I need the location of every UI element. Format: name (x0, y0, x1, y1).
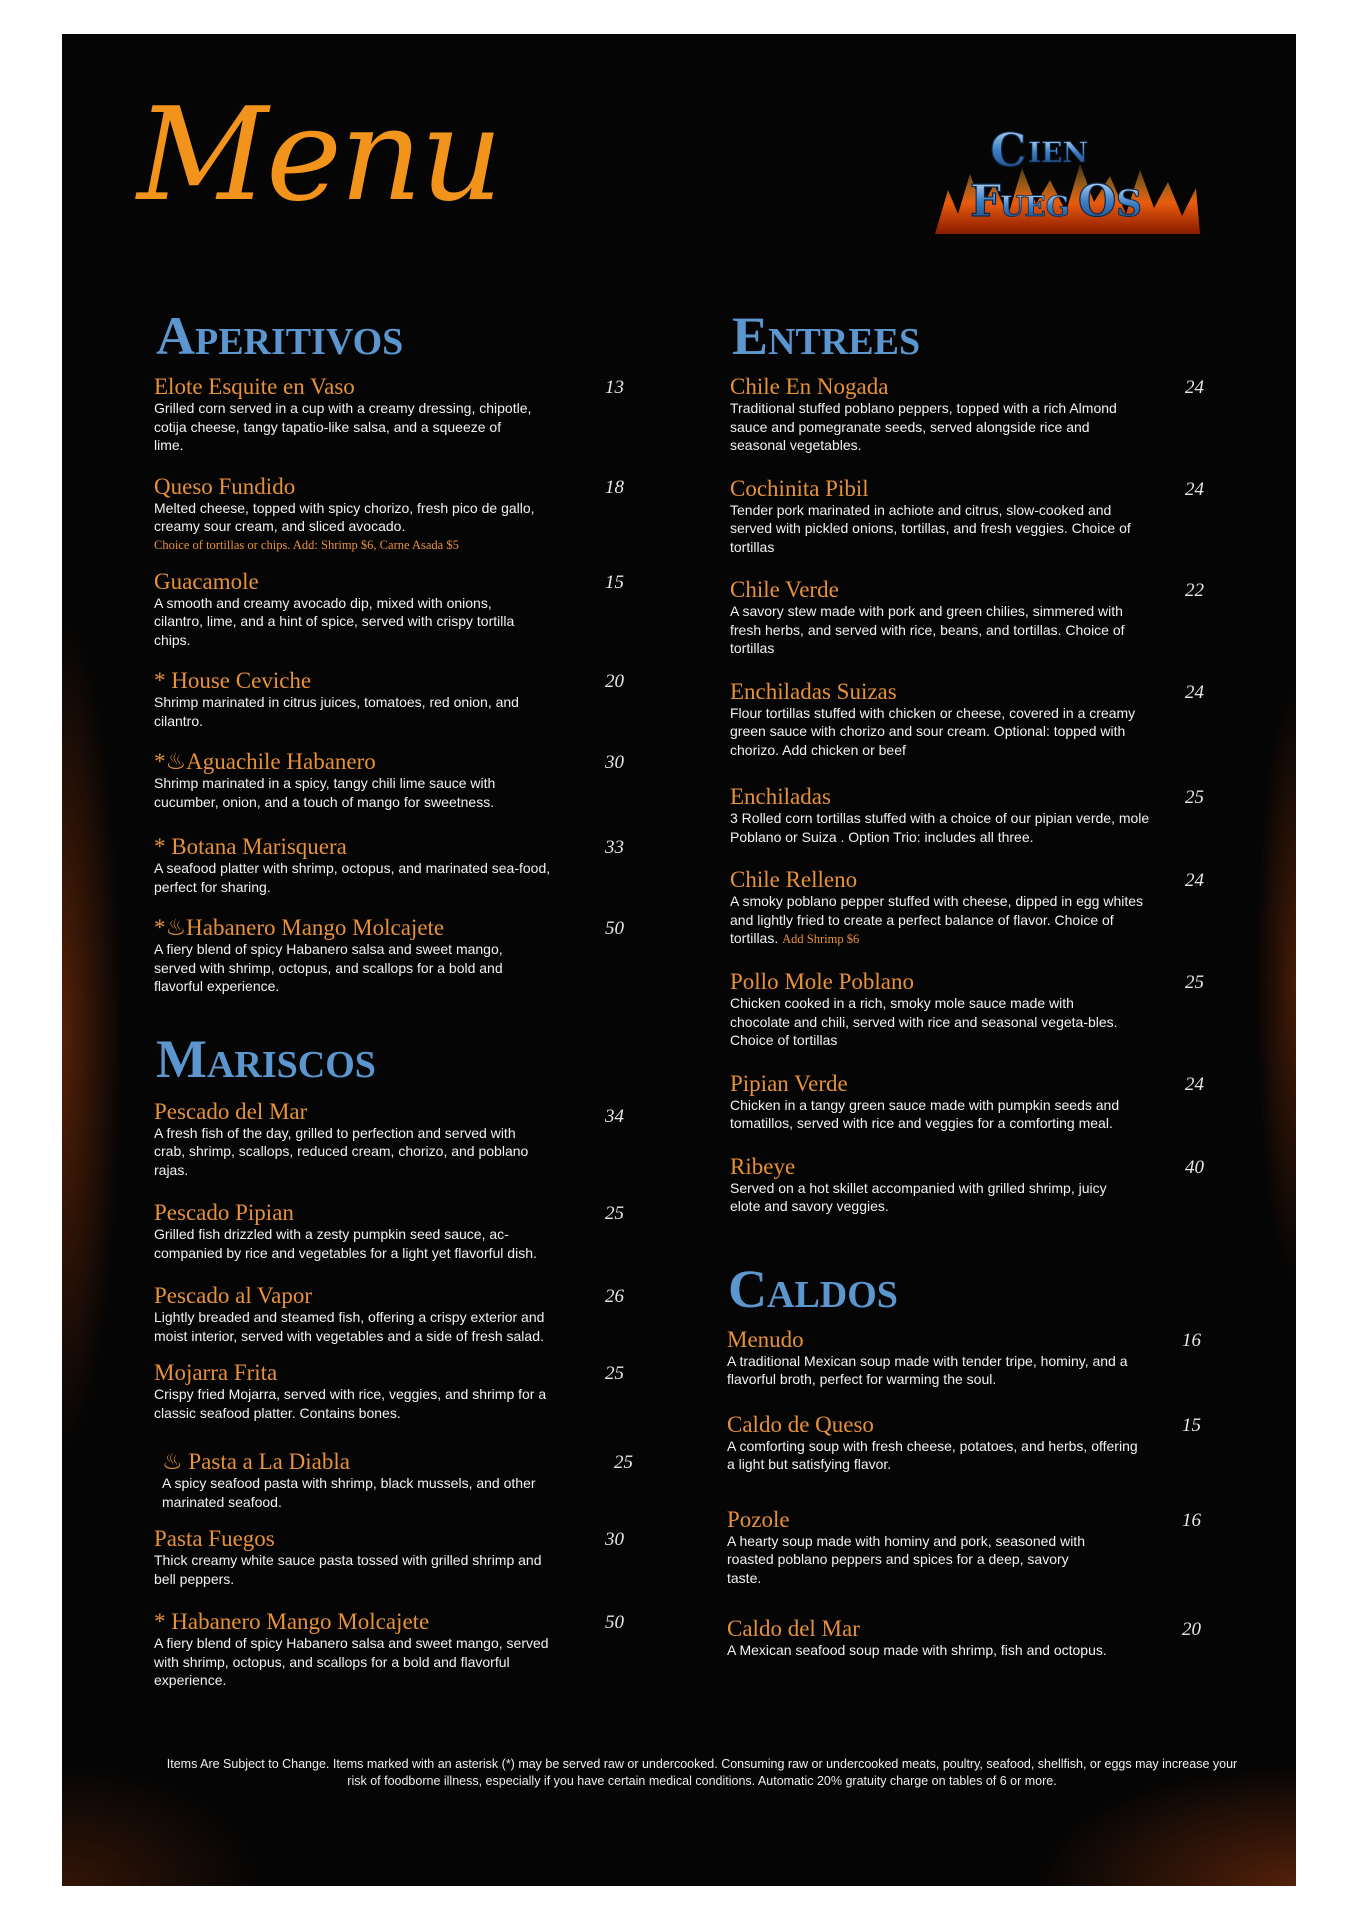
item-description: A spicy seafood pasta with shrimp, black mussels, and other marinated seafood. (162, 1475, 536, 1510)
menu-item (730, 678, 1204, 760)
item-price: 16 (1182, 1329, 1201, 1351)
item-price: 16 (1182, 1509, 1201, 1531)
item-description: 3 Rolled corn tortillas stuffed with a choice of our pipian verde, mole Poblano or Suiza . Option Trio: includes all three. (730, 810, 1150, 845)
left-column (154, 306, 634, 1690)
menu-item (154, 1361, 634, 1422)
menu-item (154, 835, 634, 896)
menu-item (730, 784, 1204, 846)
item-price: 25 (1185, 972, 1204, 993)
section-title-aperitivos: Aperitivos (156, 306, 404, 366)
item-price: 34 (605, 1105, 624, 1127)
item-name: Pipian Verde (730, 1070, 848, 1096)
item-name: Pescado Pipian (154, 1200, 294, 1225)
item-description: Served on a hot skillet accompanied with grilled shrimp, juicy elote and savory veggies. (730, 1179, 1107, 1214)
item-description: Lightly breaded and steamed fish, offering a crispy exterior and moist interior, served with vegetables and a side of fresh salad. (154, 1309, 545, 1344)
item-name: Queso Fundido (154, 473, 296, 499)
menu-item (730, 577, 1204, 658)
item-description (730, 892, 1145, 948)
item-name: Menudo (727, 1326, 804, 1352)
menu-item (730, 867, 1204, 948)
item-price: 24 (1185, 681, 1204, 703)
menu-item (154, 475, 634, 554)
item-price: 50 (605, 1612, 624, 1633)
section-title-mariscos: Mariscos (156, 1028, 376, 1089)
item-name: Chile En Nogada (730, 374, 889, 399)
item-name: Guacamole (154, 568, 259, 594)
item-description: Grilled fish drizzled with a zesty pumpkin seed sauce, ac-companied by rice and vegetables for a light yet flavorful dish. (154, 1226, 537, 1261)
item-description: Shrimp marinated in citrus juices, tomatoes, red onion, and cilantro. (154, 694, 519, 729)
section-title-caldos: Caldos (728, 1258, 898, 1319)
item-description: A smooth and creamy avocado dip, mixed with onions, cilantro, lime, and a hint of spice, served with crispy tortilla chips. (154, 594, 515, 648)
item-price: 33 (605, 837, 624, 858)
menu-item (730, 1070, 1204, 1133)
item-price: 25 (614, 1452, 633, 1473)
item-price: 40 (1185, 1156, 1204, 1178)
menu-item (154, 1527, 634, 1588)
item-name: Pasta Fuegos (154, 1526, 275, 1551)
item-description: Flour tortillas stuffed with chicken or cheese, covered in a creamy green sauce with chorizo and sour cream. Optional: topped with chorizo. Add chicken or beef (730, 704, 1136, 758)
menu-item (154, 669, 634, 730)
menu-item (730, 475, 1204, 557)
item-name: *♨Aguachile Habanero (154, 749, 376, 774)
item-price: 15 (605, 571, 624, 593)
item-price: 22 (1185, 580, 1204, 601)
menu-item (727, 1508, 1200, 1588)
svg-text:O: O (1078, 176, 1117, 227)
item-note: Choice of tortillas or chips. Add: Shrimp $6, Carne Asada $5 (154, 537, 459, 552)
menu-item (154, 375, 634, 455)
menu-item (727, 1413, 1200, 1474)
item-name: Ribeye (730, 1153, 796, 1179)
menu-item (730, 969, 1204, 1050)
item-price: 24 (1185, 478, 1204, 500)
menu-item (154, 750, 634, 811)
menu-item (162, 1450, 634, 1511)
menu-item (730, 1153, 1204, 1216)
item-description: Thick creamy white sauce pasta tossed with grilled shrimp and bell peppers. (154, 1552, 542, 1587)
item-name: Pozole (727, 1506, 790, 1532)
item-name: Cochinita Pibil (730, 475, 869, 501)
item-price: 24 (1185, 870, 1204, 891)
item-name: * Botana Marisquera (154, 834, 347, 859)
item-price: 24 (1185, 1073, 1204, 1095)
menu-item (154, 1284, 634, 1345)
item-description: A hearty soup made with hominy and pork, seasoned with roasted poblano peppers and spices for a deep, savory taste. (727, 1532, 1085, 1586)
item-name: ♨ Pasta a La Diabla (162, 1449, 350, 1474)
section-title-entrees: Entrees (732, 306, 921, 366)
item-name: Caldo de Queso (727, 1411, 874, 1437)
item-note: Add Shrimp $6 (782, 932, 860, 946)
item-price: 13 (605, 377, 624, 398)
item-description: A fiery blend of spicy Habanero salsa and sweet mango, served with shrimp, octopus, and scallops for a bold and flavorful experience. (154, 941, 503, 994)
item-description: A savory stew made with pork and green chilies, simmered with fresh herbs, and served with rice, beans, and tortillas. Choice of tortillas (730, 603, 1125, 656)
menu-page (62, 34, 1296, 1886)
footer-disclaimer: Items Are Subject to Change. Items marked with an asterisk (*) may be served raw or undercooked. Consuming raw or undercooked meats, poultry, seafood, shellfish, or eggs may increase your risk of foodborne illness, especially if you have certain medical conditions. Automatic 20% gratuity charge on tables of 6 or more. (166, 1757, 1238, 1788)
item-name: * Habanero Mango Molcajete (154, 1609, 430, 1634)
item-description: A fresh fish of the day, grilled to perfection and served with crab, shrimp, scallops, reduced cream, chorizo, and poblano rajas. (154, 1124, 529, 1178)
item-name: Pescado del Mar (154, 1098, 308, 1124)
item-name: * House Ceviche (154, 668, 312, 693)
item-description: A seafood platter with shrimp, octopus, and marinated sea-food, perfect for sharing. (154, 860, 551, 895)
item-name: Caldo del Mar (727, 1616, 860, 1641)
item-price: 20 (605, 671, 624, 692)
item-price: 18 (605, 476, 624, 498)
item-price: 20 (1182, 1619, 1201, 1640)
menu-item (727, 1617, 1200, 1660)
item-description: Crispy fried Mojarra, served with rice, veggies, and shrimp for a classic seafood platter. Contains bones. (154, 1386, 547, 1421)
svg-text:F: F (970, 176, 1002, 227)
item-price: 30 (605, 752, 624, 773)
item-name: Pescado al Vapor (154, 1283, 312, 1308)
item-price: 25 (605, 1363, 624, 1384)
item-name: Chile Relleno (730, 867, 858, 892)
item-name: Mojarra Frita (154, 1360, 278, 1385)
item-description: A Mexican seafood soup made with shrimp, fish and octopus. (727, 1642, 1107, 1658)
item-description: Grilled corn served in a cup with a creamy dressing, chipotle, cotija cheese, tangy tapatio-like salsa, and a squeeze of lime. (154, 400, 532, 453)
item-description-text: A smoky poblano pepper stuffed with cheese, dipped in egg whites and lightly fried to create a perfect balance of flavor. Choice of tortillas. (730, 893, 1144, 946)
item-name: *♨Habanero Mango Molcajete (154, 915, 445, 940)
item-price: 25 (605, 1203, 624, 1224)
menu-item (154, 916, 634, 996)
item-description: Tender pork marinated in achiote and citrus, slow-cooked and served with pickled onions, tortillas, and fresh veggies. Choice of tortillas (730, 501, 1131, 555)
item-description: Melted cheese, topped with spicy chorizo, fresh pico de gallo, creamy sour cream, and sliced avocado. (154, 499, 535, 534)
menu-item (154, 570, 634, 650)
menu-item (154, 1201, 634, 1262)
item-name: Elote Esquite en Vaso (154, 374, 355, 399)
item-price: 24 (1185, 377, 1204, 398)
item-name: Enchiladas (730, 784, 831, 809)
cien-fuegos-logo (930, 104, 1202, 238)
item-name: Pollo Mole Poblano (730, 969, 915, 994)
menu-item (154, 1100, 634, 1180)
item-price: 26 (605, 1286, 624, 1307)
item-description: Chicken in a tangy green sauce made with pumpkin seeds and tomatillos, served with rice and veggies for a comforting meal. (730, 1096, 1120, 1131)
item-name: Chile Verde (730, 577, 839, 602)
item-description: Shrimp marinated in a spicy, tangy chili lime sauce with cucumber, onion, and a touch of mango for sweetness. (154, 775, 496, 810)
svg-text:C: C (990, 123, 1027, 177)
menu-item (730, 374, 1204, 455)
item-name: Enchiladas Suizas (730, 678, 897, 704)
item-price: 15 (1182, 1414, 1201, 1436)
item-description: Traditional stuffed poblano peppers, topped with a rich Almond sauce and pomegranate seeds, served alongside rice and seasonal vegetables. (730, 400, 1117, 453)
item-price: 30 (605, 1529, 624, 1550)
svg-text:IEN: IEN (1028, 136, 1089, 169)
item-price: 50 (605, 918, 624, 939)
svg-text:S: S (1116, 183, 1142, 225)
svg-text:UEG: UEG (1000, 190, 1070, 223)
menu-item (727, 1328, 1200, 1389)
menu-item (154, 1610, 634, 1690)
right-column (727, 306, 1204, 1660)
item-description: A comforting soup with fresh cheese, potatoes, and herbs, offering a light but satisfying flavor. (727, 1437, 1138, 1472)
item-price: 25 (1185, 787, 1204, 808)
item-description: Chicken cooked in a rich, smoky mole sauce made with chocolate and chili, served with rice and seasonal vegeta-bles. Choice of tortillas (730, 995, 1118, 1048)
item-description: A traditional Mexican soup made with tender tripe, hominy, and a flavorful broth, perfect for warming the soul. (727, 1352, 1128, 1387)
menu-title: Menu (137, 81, 501, 230)
item-description: A fiery blend of spicy Habanero salsa and sweet mango, served with shrimp, octopus, and scallops for a bold and flavorful experience. (154, 1635, 549, 1688)
